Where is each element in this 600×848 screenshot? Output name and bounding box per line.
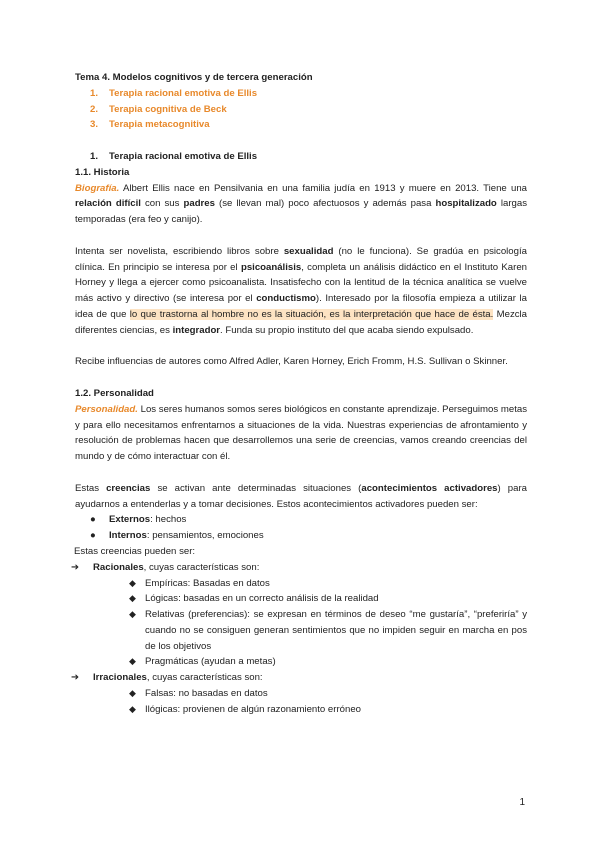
highlight: lo que trastorna al hombre no es la situación, es la interpretación que hace de ésta. [129, 308, 494, 320]
section-heading: 1. Terapia racional emotiva de Ellis [90, 150, 258, 162]
doc-title: Tema 4. Modelos cognitivos y de tercera generación [75, 72, 313, 83]
beliefs-intro: Estas creencias pueden ser: [74, 545, 196, 557]
list-item: ◆ Lógicas: basadas en un correcto análisis de la realidad [129, 593, 379, 605]
subheading-personalidad: 1.2. Personalidad [75, 387, 154, 399]
list-item: ◆ Empíricas: Basadas en datos [129, 577, 270, 589]
toc-item[interactable]: 3. Terapia metacognitiva [90, 119, 210, 131]
subheading-historia: 1.1. Historia [75, 166, 130, 178]
page-number: 1 [519, 797, 525, 808]
influences-paragraph: Recibe influencias de autores como Alfred Adler, Karen Horney, Erich Fromm, H.S. Sullivan o Skinner. [75, 356, 508, 368]
list-item: ◆ Relativas (preferencias): se expresan en términos de deseo “me gustaría”, “preferiría” y cuando no se consiguen generan sentimientos que no impiden seguir en marcha en pos de los objetivos [129, 609, 527, 652]
document-page [71, 70, 528, 718]
list-item: ◆ Falsas: no basadas en datos [129, 688, 268, 700]
list-item: ◆ Ilógicas: provienen de algún razonamiento erróneo [129, 703, 361, 715]
list-item: ● Externos: hechos [90, 514, 187, 526]
beliefs-paragraph: Estas creencias se activan ante determinadas situaciones (acontecimientos activadores) para ayudarnos a entenderlas y a tomar decisiones. Estos acontecimientos activadores pueden ser: [75, 482, 527, 510]
personality-paragraph: Personalidad. Los seres humanos somos seres biológicos en constante aprendizaje. Perseguimos metas y para ello necesitamos enfrentarnos a situaciones de la vida. Nuestras experiencias de afrontamiento y resolución de problemas hacen que desarrollemos una serie de creencias, vamos creando creencias del mundo y de cómo interactuar con él. [75, 403, 527, 463]
list-item: ➔ Irracionales, cuyas características son: [71, 672, 263, 684]
toc-list [75, 86, 527, 133]
bio-paragraph: Biografía. Albert Ellis nace en Pensilvania en una familia judía en 1913 y muere en 2013. Tiene una relación difícil con sus padres (se llevan mal) poco afectuosos y además pasa hospitalizado largas temporadas (era feo y canijo). [75, 182, 527, 226]
list-item: ● Internos: pensamientos, emociones [90, 530, 264, 542]
toc-item[interactable]: 1. Terapia racional emotiva de Ellis [90, 87, 258, 99]
list-item: ➔ Racionales, cuyas características son: [71, 561, 260, 573]
list-item: ◆ Pragmáticas (ayudan a metas) [129, 656, 276, 668]
toc-item[interactable]: 2. Terapia cognitiva de Beck [90, 103, 227, 115]
career-paragraph: Intenta ser novelista, escribiendo libros sobre sexualidad (no le funciona). Se gradúa en psicología clínica. En principio se interesa por el psicoanálisis, completa un análisis didáctico en el Instituto Karen Horney y llega a ejercer como psicoanalista. Insatisfecho con la lentitud de la técnica analítica se vuelve más activo y directivo (se interesa por el conductismo). Interesado por la filosofía empieza a utilizar la idea de que lo que trastorna al hombre no es la situación, es la interpretación que hace de ésta. Mezcla diferentes ciencias, es integrador. Funda su propio instituto del que acaba siendo expulsado. [75, 245, 528, 336]
